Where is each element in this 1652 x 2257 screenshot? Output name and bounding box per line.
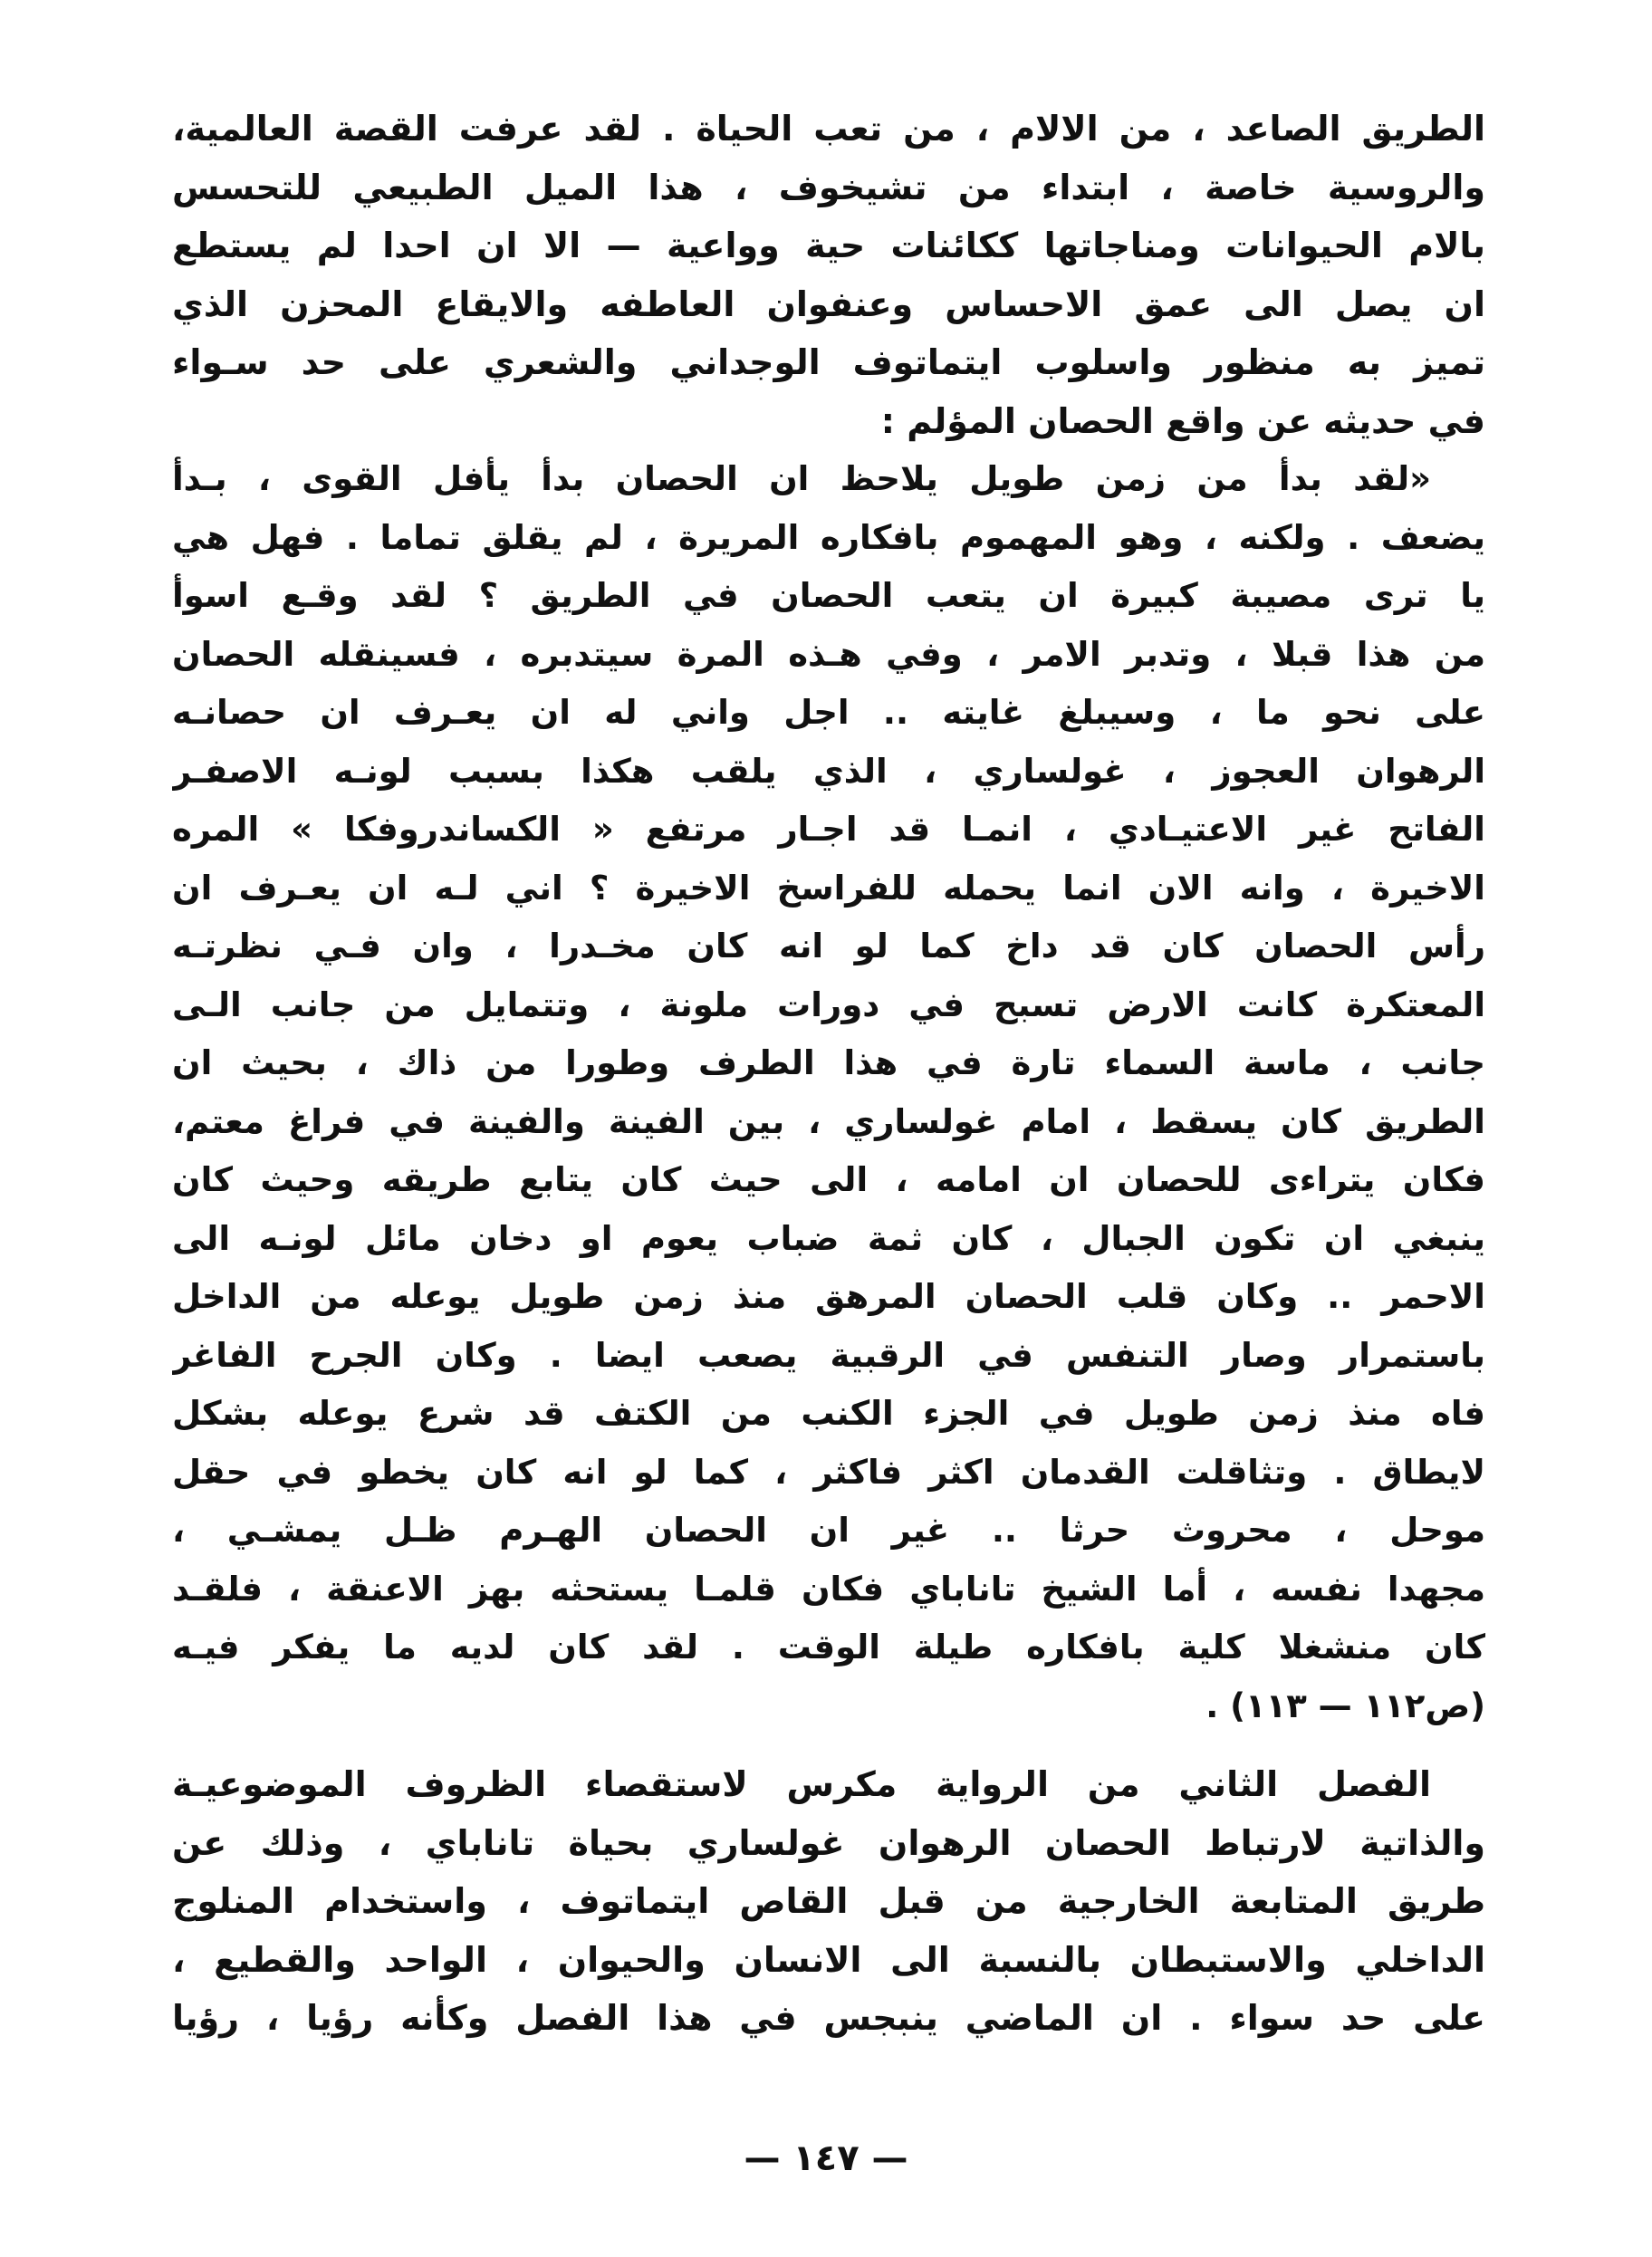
text-line: والروسية خاصة ، ابتداء من تشيخوف ، هذا الميل الطبيعي للتحسس <box>172 167 1485 207</box>
text-line: الداخلي والاستبطان بالنسبة الى الانسان والحيوان ، الواحد والقطيع ، <box>172 1939 1485 1980</box>
text-line: الفاتح غير الاعتيـادي ، انمـا قد اجـار مرتفع « الكساندروفكا » المره <box>172 810 1485 849</box>
text-line: الاحمر .. وكان قلب الحصان المرهق منذ زمن طويل يوعله من الداخل <box>172 1277 1485 1316</box>
text-line: والذاتية لارتباط الحصان الرهوان غولساري بحياة تاناباي ، وذلك عن <box>172 1822 1485 1863</box>
text-line: الفصل الثاني من الرواية مكرس لاستقصاء الظروف الموضوعيـة <box>172 1764 1431 1804</box>
text-line: طريق المتابعة الخارجية من قبل القاص ايتماتوف ، واستخدام المنلوج <box>172 1881 1485 1921</box>
text-line: كان منشغلا كلية بافكاره طيلة الوقت . لقد كان لديه ما يفكر فيـه <box>172 1628 1485 1666</box>
text-line: في حديثه عن واقع الحصان المؤلم : <box>880 400 1485 441</box>
text-line: رأس الحصان كان قد داخ كما لو انه كان مخـدرا ، وان فـي نظرتـه <box>172 927 1485 965</box>
text-line: الطريق كان يسقط ، امام غولساري ، بين الفينة والفينة في فراغ معتم، <box>172 1101 1485 1141</box>
text-line: مجهدا نفسه ، أما الشيخ تاناباي فكان قلمـا يستحثه بهز الاعنقة ، فلقـد <box>172 1569 1485 1609</box>
citation-line: (ص١١٢ — ١١٣) . <box>1205 1686 1485 1725</box>
intro-paragraph <box>172 100 1485 450</box>
text-line: لايطاق . وتثاقلت القدمان اكثر فاكثر ، كما لو انه كان يخطو في حقل <box>172 1452 1485 1492</box>
text-line: فكان يتراءى للحصان ان امامه ، الى حيث كان يتابع طريقه وحيث كان <box>172 1160 1485 1199</box>
text-line: المعتكرة كانت الارض تسبح في دورات ملونة ، وتتمايل من جانب الـى <box>172 984 1485 1024</box>
quotation-block <box>172 450 1485 1735</box>
second-paragraph <box>172 1755 1485 2048</box>
text-line: بالام الحيوانات ومناجاتها ككائنات حية وواعية — الا ان احدا لم يستطع <box>172 226 1485 265</box>
text-line: من هذا قبلا ، وتدبر الامر ، وفي هـذه المرة سيتدبره ، فسينقله الحصان <box>172 634 1485 674</box>
text-line: جانب ، ماسة السماء تارة في هذا الطرف وطورا من ذاك ، بحيث ان <box>172 1043 1485 1082</box>
text-line: تميز به منظور واسلوب ايتماتوف الوجداني والشعري على حد سـواء <box>172 342 1485 382</box>
document-page <box>172 100 1485 2137</box>
text-line: ان يصل الى عمق الاحساس وعنفوان العاطفه والايقاع المحزن الذي <box>172 283 1485 324</box>
page-number: — ١٤٧ — <box>744 2137 908 2179</box>
text-line: الطريق الصاعد ، من الالام ، من تعب الحياة . لقد عرفت القصة العالمية، <box>172 109 1485 149</box>
text-line: «لقد بدأ من زمن طويل يلاحظ ان الحصان بدأ يأفل القوى ، بـدأ <box>172 459 1431 498</box>
text-line: الاخيرة ، وانه الان انما يحمله للفراسخ الاخيرة ؟ اني لـه ان يعـرف ان <box>172 868 1485 908</box>
text-line: على نحو ما ، وسيبلغ غايته .. اجل واني له ان يعـرف ان حصانـه <box>172 693 1485 732</box>
text-line: على حد سواء . ان الماضي ينبجس في هذا الفصل وكأنه رؤيا ، رؤيا <box>172 1998 1485 2038</box>
text-line: موحل ، محروث حرثا .. غير ان الحصان الهـرم ظـل يمشـي ، <box>172 1511 1485 1550</box>
text-line: يضعف . ولكنه ، وهو المهموم بافكاره المريرة ، لم يقلق تماما . فهل هي <box>172 517 1485 557</box>
text-line: فاه منذ زمن طويل في الجزء الكنب من الكتف قد شرع يوعله بشكل <box>172 1394 1485 1433</box>
text-line: الرهوان العجوز ، غولساري ، الذي يلقب هكذا بسبب لونـه الاصفـر <box>172 751 1485 791</box>
text-line: يا ترى مصيبة كبيرة ان يتعب الحصان في الطريق ؟ لقد وقـع اسوأ <box>172 576 1485 615</box>
text-line: باستمرار وصار التنفس في الرقبية يصعب ايضا . وكان الجرح الفاغر <box>172 1335 1485 1375</box>
text-line: ينبغي ان تكون الجبال ، كان ثمة ضباب يعوم او دخان مائل لونـه الى <box>172 1218 1485 1258</box>
